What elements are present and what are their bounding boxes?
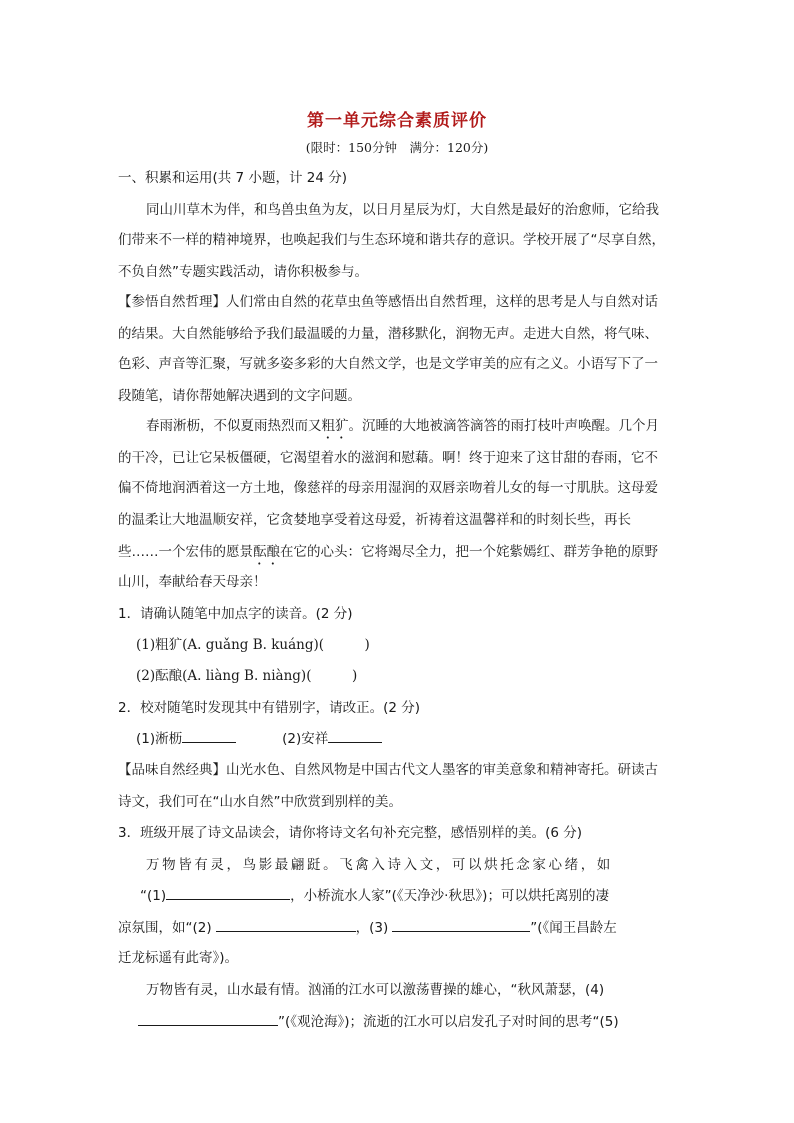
answer-blank[interactable] bbox=[328, 730, 382, 743]
part1-line: 【参悟自然哲理】人们常由自然的花草虫鱼等感悟出自然哲理，这样的思考是人与自然对话 bbox=[118, 294, 658, 310]
poem-line: 迁龙标遥有此寄》)。 bbox=[118, 950, 239, 966]
answer-blank[interactable] bbox=[138, 1013, 278, 1026]
essay-line bbox=[146, 414, 659, 442]
intro-line: 不负自然”专题实践活动，请你积极参与。 bbox=[118, 264, 368, 280]
poem-text: 凉氛围，如“(2) bbox=[118, 920, 212, 936]
page-subtitle: (限时：150分钟 满分：120分) bbox=[305, 140, 489, 155]
poem-text: ”(《观沧海》)；流逝的江水可以启发孔子对时间的思考“(5) bbox=[278, 1014, 619, 1030]
part1-line: 色彩、声音等汇聚，写就多姿多彩的大自然文学，也是文学审美的应有之义。小语写下了一 bbox=[118, 356, 658, 372]
essay-text: 春雨淅枥，不似夏雨热烈而又 bbox=[146, 418, 322, 434]
poem-line bbox=[138, 1010, 619, 1030]
part1-line: 段随笔，请你帮她解决遇到的文字问题。 bbox=[118, 388, 361, 404]
essay-line: 的温柔让大地温顺安祥，它贪婪地享受着这母爱，祈祷着这温馨祥和的时刻长些，再长 bbox=[118, 512, 631, 528]
poem-text: ，小桥流水人家”(《天净沙·秋思》)；可以烘托离别的凄 bbox=[290, 888, 609, 904]
essay-text: 些……一个宏伟的愿景 bbox=[118, 544, 253, 560]
question-1-option: (1)粗犷(A. guǎng B. kuáng)( ) bbox=[136, 637, 370, 653]
poem-text: ，(3) bbox=[355, 920, 389, 936]
poem-line: 万物皆有灵，鸟影最翩跹。飞禽入诗入文，可以烘托念家心绪，如 bbox=[146, 857, 613, 873]
answer-blank[interactable] bbox=[182, 730, 236, 743]
question-2-answers bbox=[136, 727, 382, 747]
answer-blank[interactable] bbox=[166, 887, 290, 900]
question-2-stem: 2．校对随笔时发现其中有错别字，请改正。(2 分) bbox=[118, 700, 421, 716]
part1-line: 的结果。大自然能够给予我们最温暖的力量，潜移默化，润物无声。走进大自然，将气味、 bbox=[118, 326, 658, 342]
essay-line: 偏不倚地润洒着这一方土地，像慈祥的母亲用湿润的双唇亲吻着儿女的每一寸肌肤。这母爱 bbox=[118, 480, 658, 496]
poem-text: “(1) bbox=[140, 888, 167, 904]
essay-line: 的干冷，已让它呆板僵硬，它渴望着水的滋润和慰藉。啊！终于迎来了这甘甜的春雨，它不 bbox=[118, 450, 658, 466]
page-title: 第一单元综合素质评价 bbox=[307, 111, 487, 131]
section-heading: 一、积累和运用(共 7 小题，计 24 分) bbox=[118, 170, 347, 186]
essay-line bbox=[118, 540, 658, 568]
dotted-word: 酝酿 bbox=[253, 544, 280, 560]
intro-line: 们带来不一样的精神境界，也唤起我们与生态环境和谐共存的意识。学校开展了“尽享自然， bbox=[118, 232, 665, 248]
part2-line: 诗文，我们可在“山水自然”中欣赏到别样的美。 bbox=[118, 794, 402, 810]
essay-text: 。沉睡的大地被滴答滴答的雨打枝叶声唤醒。几个月 bbox=[348, 418, 659, 434]
essay-line: 山川，奉献给春天母亲！ bbox=[118, 574, 267, 590]
essay-text: 在它的心头：它将竭尽全力，把一个姹紫嫣红、群芳争艳的原野 bbox=[280, 544, 658, 560]
intro-line: 同山川草木为伴，和鸟兽虫鱼为友，以日月星辰为灯，大自然是最好的治愈师，它给我 bbox=[146, 202, 659, 218]
poem-line bbox=[118, 916, 617, 936]
question-1-option: (2)酝酿(A. liàng B. niàng)( ) bbox=[136, 668, 358, 684]
question-2-item: (1)淅枥 bbox=[136, 731, 183, 747]
question-1-stem: 1．请确认随笔中加点字的读音。(2 分) bbox=[118, 606, 353, 622]
poem-line: 万物皆有灵，山水最有情。汹涌的江水可以激荡曹操的雄心，“秋风萧瑟，(4) bbox=[146, 982, 605, 998]
dotted-word: 粗犷 bbox=[321, 418, 349, 434]
question-2-item: (2)安祥 bbox=[282, 731, 329, 747]
part2-line: 【品味自然经典】山光水色、自然风物是中国古代文人墨客的审美意象和精神寄托。研读古 bbox=[118, 762, 658, 778]
answer-blank[interactable] bbox=[216, 919, 356, 932]
answer-blank[interactable] bbox=[392, 919, 530, 932]
poem-line bbox=[140, 884, 609, 904]
question-3-stem: 3．班级开展了诗文品读会，请你将诗文名句补充完整，感悟别样的美。(6 分) bbox=[118, 825, 583, 841]
poem-text: ”(《闻王昌龄左 bbox=[530, 920, 617, 936]
